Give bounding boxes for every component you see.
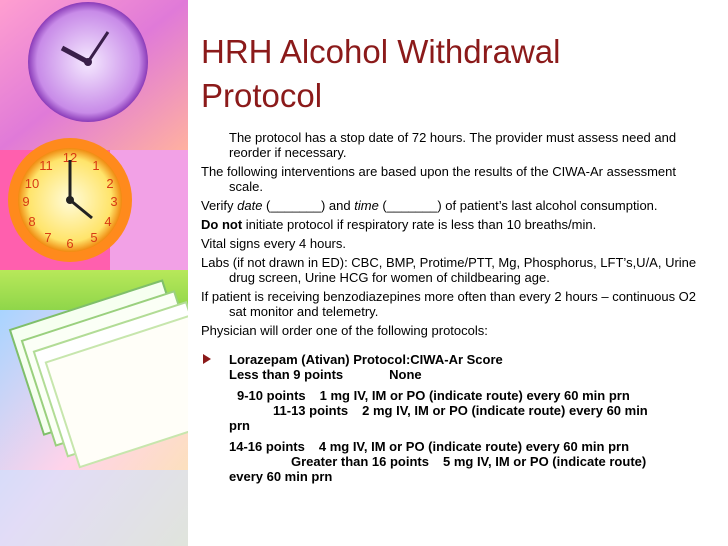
row5-dose: 5 mg IV, IM or PO (indicate route)	[442, 454, 647, 469]
verify-label: Verify	[201, 198, 238, 213]
row5-score: Greater than 16 points	[291, 454, 429, 469]
row4-score: 14-16 points	[229, 439, 305, 454]
verify-time-word: time	[354, 198, 379, 213]
collage-graphic	[0, 0, 188, 546]
verify-mid: (_______) and	[262, 198, 355, 213]
svg-text:12: 12	[62, 150, 78, 165]
protocol-row-3-tail: prn	[229, 418, 250, 433]
paragraph-labs: Labs (if not drawn in ED): CBC, BMP, Protime/PTT, Mg, Phosphorus, LFT’s,U/A, Urine drug screen, Urine HCG for women of childbearing age.	[201, 255, 697, 285]
paragraph-verify	[201, 198, 706, 213]
bullet-arrow-icon	[203, 354, 211, 364]
paragraph-stop-date: The protocol has a stop date of 72 hours. The provider must assess need and reorder if necessary.	[229, 130, 677, 160]
protocol-row-5-tail: every 60 min prn	[229, 469, 333, 484]
paragraph-vital-signs: Vital signs every 4 hours.	[201, 236, 346, 251]
do-not-rest: initiate protocol if respiratory rate is less than 10 breaths/min.	[242, 217, 597, 232]
protocol-row-2	[201, 388, 706, 403]
svg-text:11: 11	[39, 158, 53, 173]
slide-title	[201, 30, 716, 118]
protocol-heading: Lorazepam (Ativan) Protocol:CIWA-Ar Score	[229, 352, 503, 367]
paragraph-do-not	[201, 217, 706, 232]
svg-text:5: 5	[90, 230, 98, 245]
svg-text:1: 1	[92, 158, 100, 173]
do-not-label: Do not	[201, 217, 243, 232]
svg-text:3: 3	[110, 194, 118, 209]
protocol-heading-row	[201, 352, 706, 367]
row2-score: 9-10 points	[237, 388, 306, 403]
verify-date-word: date	[237, 198, 263, 213]
row3-dose: 2 mg IV, IM or PO (indicate route) every 60 min	[362, 403, 648, 418]
protocol-row-5	[201, 454, 706, 469]
slide-body	[201, 130, 706, 490]
row1-dose: None	[389, 367, 422, 382]
svg-text:8: 8	[28, 214, 36, 229]
svg-text:9: 9	[22, 194, 30, 209]
paragraph-physician: Physician will order one of the following protocols:	[201, 323, 488, 338]
svg-text:6: 6	[66, 236, 74, 251]
row3-score: 11-13 points	[273, 403, 349, 418]
protocol-row-1	[201, 367, 706, 382]
row2-dose: 1 mg IV, IM or PO (indicate route) every 60 min prn	[319, 388, 630, 403]
svg-text:2: 2	[106, 176, 114, 191]
svg-text:7: 7	[44, 230, 52, 245]
title-line-2: Protocol	[201, 77, 323, 114]
svg-text:4: 4	[104, 214, 112, 229]
protocol-row-4	[201, 439, 706, 454]
row1-score: Less than 9 points	[229, 367, 344, 382]
protocol-row-3	[201, 403, 706, 418]
svg-text:10: 10	[24, 176, 40, 191]
verify-end: (_______) of patient’s last alcohol consumption.	[378, 198, 658, 213]
title-line-1: HRH Alcohol Withdrawal	[201, 33, 561, 70]
lorazepam-protocol	[201, 352, 706, 484]
row4-dose: 4 mg IV, IM or PO (indicate route) every 60 min prn	[318, 439, 630, 454]
paragraph-benzodiazepines: If patient is receiving benzodiazepines more often than every 2 hours – continuous O2 sat monitor and telemetry.	[201, 289, 697, 319]
paragraph-interventions: The following interventions are based upon the results of the CIWA-Ar assessment scale.	[201, 164, 676, 194]
decorative-image-collage	[0, 0, 188, 546]
